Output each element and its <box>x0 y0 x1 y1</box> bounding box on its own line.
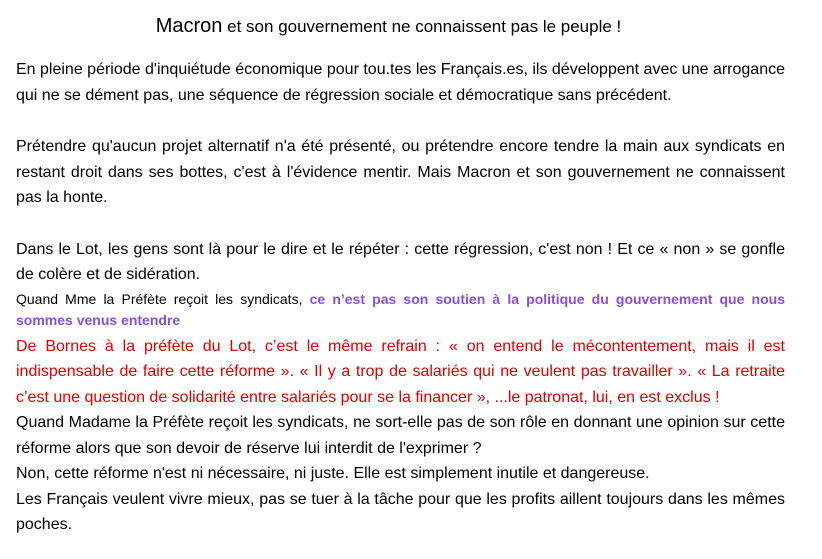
paragraph-inutile: Non, cette réforme n'est ni nécessaire, ni juste. Elle est simplement inutile et dangereuse. <box>16 465 650 482</box>
paragraph-devoir-reserve: Quand Madame la Préfète reçoit les syndicats, ne sort-elle pas de son rôle en donnant une opinion sur cette réforme alors que son devoir de réserve lui interdit de l'exprimer ? <box>16 414 785 457</box>
title-rest: et son gouvernement ne connaissent pas le peuple ! <box>222 17 622 36</box>
title-lead: Macron <box>155 15 223 37</box>
paragraph-prefete-soutien <box>16 289 785 331</box>
paragraph-gap <box>16 211 785 237</box>
paragraph-lot: Dans le Lot, les gens sont là pour le dire et le répéter : cette régression, c'est non ! Et ce « non » se gonfle de colère et de sidération. <box>16 240 785 283</box>
paragraph-refrain: De Bornes à la préfète du Lot, c’est le même refrain : « on entend le mécontentement, mais il est indispensable de faire cette réforme ». « Il y a trop de salariés qui ne veulent pas travailler ». « La retraite c’est une question de solidarité entre salariés pour se la financer », ...le patronat, lui, en est exclus ! <box>16 337 785 406</box>
paragraph-intro: En pleine période d'inquiétude économique pour tou.tes les Français.es, ils développent avec une arrogance qui ne se dément pas, une séquence de régression sociale et démocratique sans précédent. <box>16 61 785 104</box>
document-page <box>16 14 785 538</box>
page-title <box>16 14 785 39</box>
paragraph-gap <box>16 108 785 134</box>
prefete-plain-text: Quand Mme la Préfète reçoit les syndicats, <box>16 290 310 307</box>
paragraph-vivre-mieux: Les Français veulent vivre mieux, pas se tuer à la tâche pour que les profits aillent toujours dans les mêmes poches. <box>16 490 785 533</box>
paragraph-mentir: Prétendre qu'aucun projet alternatif n'a été présenté, ou prétendre encore tendre la main aux syndicats en restant droit dans ses bottes, c'est à l'évidence mentir. Mais Macron et son gouvernement ne connaissent pas la honte. <box>16 138 785 206</box>
prefete-highlight-text: ce n’est pas son soutien à la politique du gouvernement que nous sommes venus entendre <box>16 290 785 328</box>
